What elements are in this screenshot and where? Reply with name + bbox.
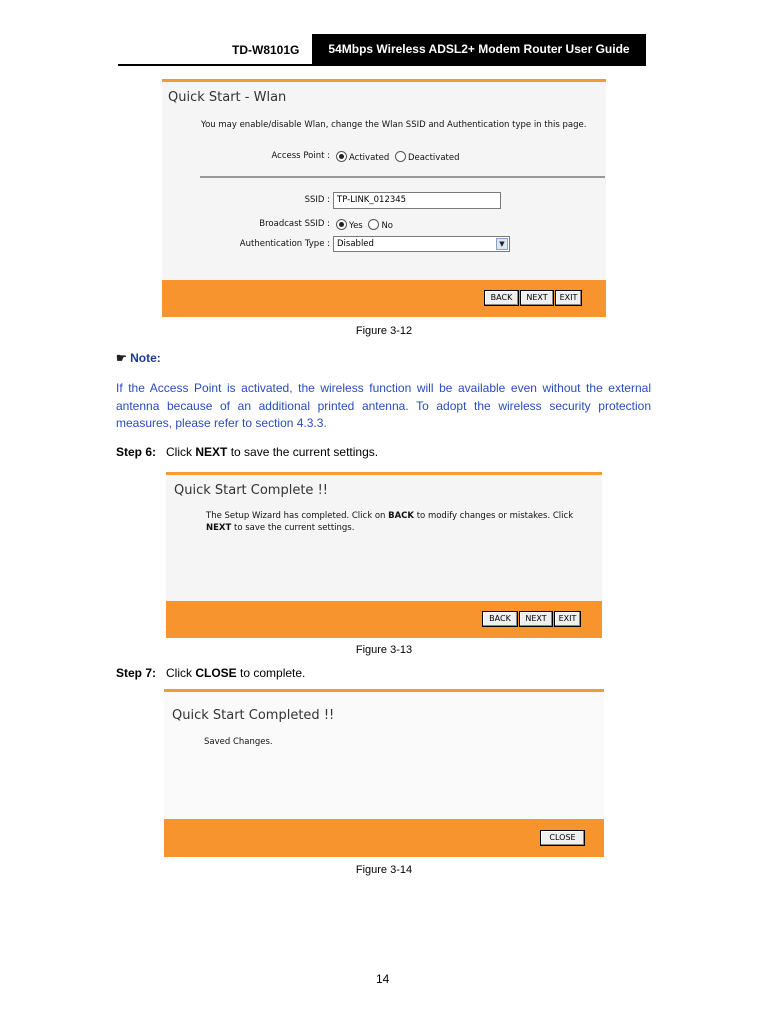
note-title: Note: [130, 351, 161, 365]
figure-caption: Figure 3-12 [355, 325, 413, 337]
header-rule [118, 64, 646, 66]
ssid-input[interactable]: TP-LINK_012345 [333, 192, 501, 209]
complete-panel [166, 472, 602, 638]
back-button[interactable]: BACK [482, 611, 518, 627]
desc-text: The Setup Wizard has completed. Click on [206, 511, 389, 521]
auth-type-label: Authentication Type : [239, 239, 330, 249]
broadcast-ssid-label: Broadcast SSID : [259, 219, 330, 229]
step-keyword: NEXT [195, 445, 228, 459]
panel-top-rule [166, 472, 602, 475]
step-6 [116, 445, 378, 459]
back-button[interactable]: BACK [484, 290, 519, 306]
step-label: Step 6: [116, 445, 157, 459]
step-text: to complete. [236, 666, 306, 680]
broadcast-yes-label: Yes [349, 221, 363, 231]
figure-caption: Figure 3-14 [355, 864, 413, 876]
desc-text: to save the current settings. [231, 523, 355, 533]
wlan-button-bar [162, 280, 606, 317]
note-text: If the Access Point is activated, the wireless function will be available even without the external antenna because of an additional printed antenna. To adopt the wireless security protection measures, please refer to section 4.3.3. [116, 381, 651, 430]
deactivated-label: Deactivated [407, 153, 460, 163]
ssid-label: SSID : [304, 195, 330, 205]
step-text: Click [166, 666, 196, 680]
chevron-down-icon[interactable]: ▼ [496, 238, 508, 250]
activated-radio[interactable] [336, 151, 347, 162]
exit-button[interactable]: EXIT [554, 611, 581, 627]
complete-button-bar [166, 601, 602, 638]
panel-top-rule [162, 79, 606, 82]
wlan-panel-title: Quick Start - Wlan [168, 90, 287, 105]
step-text: Click [166, 445, 196, 459]
page-number: 14 [376, 972, 390, 986]
desc-text: to modify changes or mistakes. Click [414, 511, 574, 521]
wlan-panel-description: You may enable/disable Wlan, change the Wlan SSID and Authentication type in this page. [201, 120, 587, 130]
broadcast-ssid-options [336, 219, 393, 231]
completed-panel [164, 689, 604, 857]
figure-caption: Figure 3-13 [355, 644, 413, 656]
exit-button[interactable]: EXIT [555, 290, 582, 306]
broadcast-no-radio[interactable] [368, 219, 379, 230]
wlan-panel [162, 79, 606, 317]
step-7 [116, 666, 305, 680]
next-button[interactable]: NEXT [520, 290, 554, 306]
desc-keyword: BACK [388, 511, 415, 521]
close-button[interactable]: CLOSE [540, 830, 585, 846]
header-guide-title: 54Mbps Wireless ADSL2+ Modem Router User Guide [312, 34, 646, 65]
complete-panel-description [206, 510, 598, 534]
step-label: Step 7: [116, 666, 157, 680]
desc-keyword: NEXT [206, 523, 232, 533]
completed-panel-title: Quick Start Completed !! [172, 708, 335, 723]
section-divider [200, 176, 605, 178]
broadcast-no-label: No [381, 221, 393, 231]
completed-button-bar [164, 819, 604, 857]
step-keyword: CLOSE [195, 666, 237, 680]
note-heading [116, 351, 161, 365]
completed-panel-description: Saved Changes. [204, 737, 273, 747]
deactivated-radio[interactable] [395, 151, 406, 162]
pointing-hand-icon: ☛ [116, 351, 127, 365]
complete-panel-title: Quick Start Complete !! [174, 483, 328, 498]
panel-top-rule [164, 689, 604, 692]
activated-label: Activated [349, 153, 390, 163]
auth-type-value: Disabled [337, 239, 374, 249]
broadcast-yes-radio[interactable] [336, 219, 347, 230]
header-model: TD-W8101G [232, 43, 300, 57]
step-text: to save the current settings. [227, 445, 379, 459]
next-button[interactable]: NEXT [519, 611, 553, 627]
access-point-options [336, 151, 460, 163]
access-point-label: Access Point : [271, 151, 330, 161]
auth-type-select[interactable] [333, 236, 510, 252]
